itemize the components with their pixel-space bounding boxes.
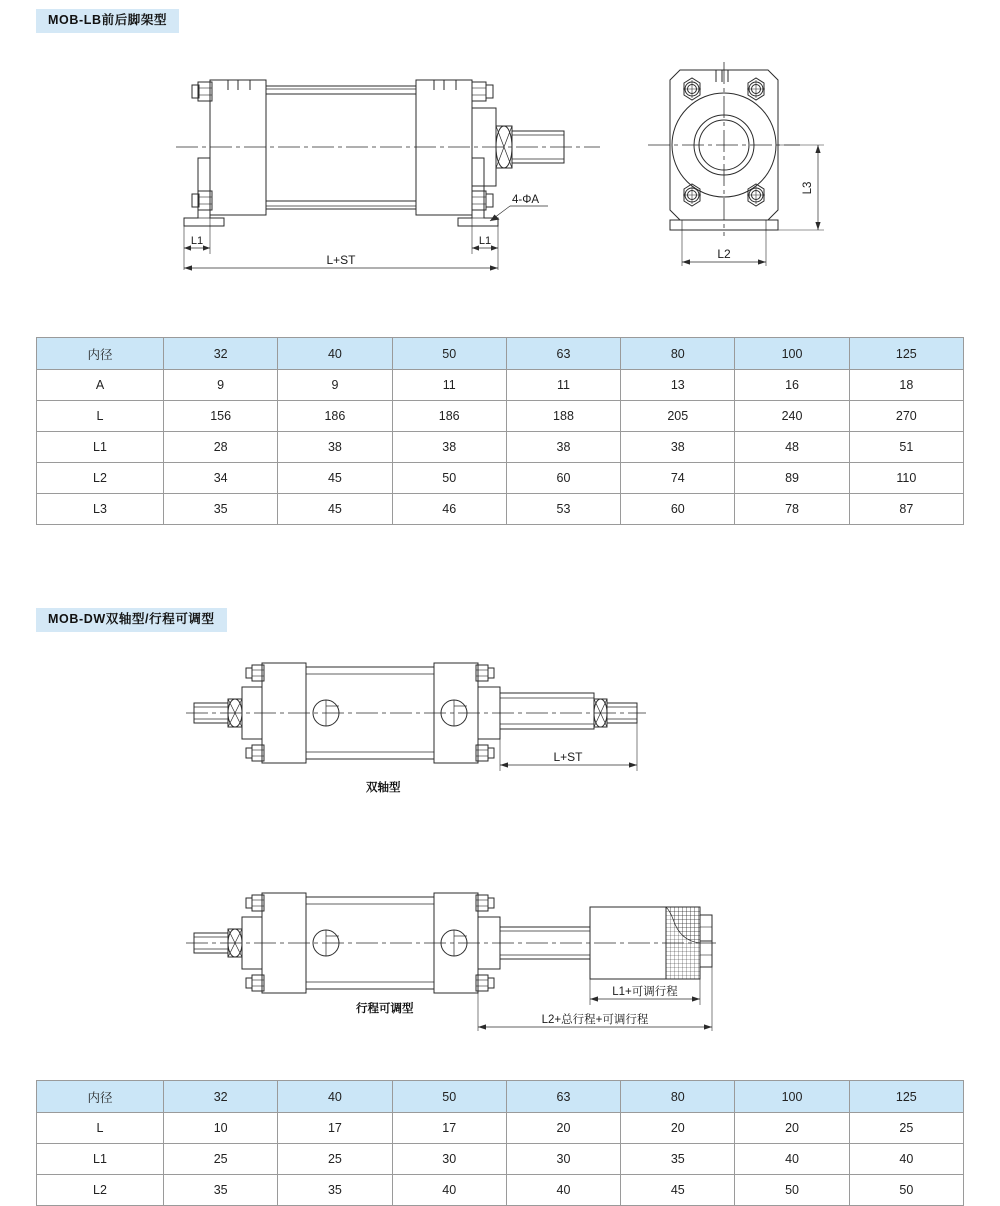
adjuster-nut-lower [700, 941, 712, 967]
table-row [37, 1113, 964, 1144]
header-cell: 40 [278, 1081, 392, 1113]
corner-bolt-bottom-right [747, 184, 765, 206]
data-cell: 46 [392, 494, 506, 525]
data-cell: 45 [278, 494, 392, 525]
data-cell: 38 [278, 432, 392, 463]
data-cell: 20 [735, 1113, 849, 1144]
section-title-mob-lb: MOB-LB前后脚架型 [36, 9, 179, 33]
header-cell: 32 [164, 1081, 278, 1113]
row-label: L [37, 401, 164, 432]
data-cell: 50 [735, 1175, 849, 1206]
header-cell: 125 [849, 1081, 963, 1113]
data-cell: 28 [164, 432, 278, 463]
data-cell: 11 [506, 370, 620, 401]
tie-rod-nut-top-left [192, 82, 212, 101]
spec-table-mob-lb [36, 337, 964, 525]
data-cell: 18 [849, 370, 963, 401]
header-cell: 内径 [37, 338, 164, 370]
data-cell: 45 [621, 1175, 735, 1206]
table-header-row [37, 338, 964, 370]
data-cell: 45 [278, 463, 392, 494]
tie-rod-nut-bottom-left [246, 745, 264, 761]
data-cell: 87 [849, 494, 963, 525]
data-cell: 30 [506, 1144, 620, 1175]
dimension-label-l-plus-st: L+ST [326, 253, 356, 267]
row-label: L2 [37, 1175, 164, 1206]
data-cell: 25 [849, 1113, 963, 1144]
tie-rod-nut-bottom-right [476, 975, 494, 991]
caption-stroke-adjustable-type: 行程可调型 [356, 1003, 414, 1015]
data-cell: 9 [278, 370, 392, 401]
dimension-label-l2: L2 [717, 247, 731, 261]
row-label: A [37, 370, 164, 401]
data-cell: 50 [849, 1175, 963, 1206]
dimension-label-l1-right: L1 [478, 235, 492, 247]
corner-bolt-bottom-left [683, 184, 701, 206]
tie-rod-nut-top-left [246, 665, 264, 681]
tie-rod-nut-bottom-left [192, 191, 212, 210]
data-cell: 35 [164, 494, 278, 525]
data-cell: 20 [506, 1113, 620, 1144]
foot-bracket-right [458, 158, 498, 226]
table-row [37, 1144, 964, 1175]
data-cell: 110 [849, 463, 963, 494]
data-cell: 50 [392, 463, 506, 494]
header-cell: 32 [164, 338, 278, 370]
corner-bolt-top-left [683, 78, 701, 100]
data-cell: 11 [392, 370, 506, 401]
table-row [37, 463, 964, 494]
header-cell: 80 [621, 1081, 735, 1113]
data-cell: 9 [164, 370, 278, 401]
data-cell: 270 [849, 401, 963, 432]
drawing-mob-dw-stroke-adjustable [186, 875, 716, 1035]
data-cell: 16 [735, 370, 849, 401]
dimension-label-l2-plus-total-plus-adjustable: L2+总行程+可调行程 [541, 1014, 649, 1026]
tie-rod-nut-top-left [246, 895, 264, 911]
header-cell: 50 [392, 1081, 506, 1113]
section-title-mob-dw: MOB-DW双轴型/行程可调型 [36, 608, 227, 632]
spec-table-mob-dw [36, 1080, 964, 1206]
data-cell: 34 [164, 463, 278, 494]
table-row [37, 401, 964, 432]
callout-leader-holes [490, 206, 548, 221]
data-cell: 186 [392, 401, 506, 432]
tie-rod-nut-top-right [472, 82, 493, 101]
row-label: L [37, 1113, 164, 1144]
table-row [37, 494, 964, 525]
dimension-label-l3: L3 [802, 181, 814, 195]
data-cell: 35 [164, 1175, 278, 1206]
row-label: L1 [37, 432, 164, 463]
data-cell: 48 [735, 432, 849, 463]
caption-double-shaft-type: 双轴型 [366, 782, 401, 794]
data-cell: 89 [735, 463, 849, 494]
header-cell: 63 [506, 1081, 620, 1113]
data-cell: 40 [392, 1175, 506, 1206]
data-cell: 25 [278, 1144, 392, 1175]
header-cell: 内径 [37, 1081, 164, 1113]
data-cell: 53 [506, 494, 620, 525]
callout-label-4-phi-a: 4-ΦA [512, 194, 540, 206]
tie-rod-nut-bottom-left [246, 975, 264, 991]
row-label: L1 [37, 1144, 164, 1175]
data-cell: 35 [278, 1175, 392, 1206]
data-cell: 10 [164, 1113, 278, 1144]
table-row [37, 370, 964, 401]
data-cell: 13 [621, 370, 735, 401]
adjuster-nut-upper [700, 915, 712, 941]
rod-right [500, 693, 594, 729]
data-cell: 40 [735, 1144, 849, 1175]
data-cell: 38 [621, 432, 735, 463]
data-cell: 40 [506, 1175, 620, 1206]
data-cell: 38 [506, 432, 620, 463]
dimension-label-l1-left: L1 [190, 235, 204, 247]
dimension-label-l1-plus-adjustable: L1+可调行程 [612, 986, 678, 998]
data-cell: 188 [506, 401, 620, 432]
tie-rod-nut-bottom-right [472, 191, 493, 210]
dimension-label-l-plus-st-double: L+ST [553, 750, 583, 764]
tie-rod-nut-top-right [476, 895, 494, 911]
data-cell: 51 [849, 432, 963, 463]
data-cell: 25 [164, 1144, 278, 1175]
data-cell: 35 [621, 1144, 735, 1175]
data-cell: 240 [735, 401, 849, 432]
data-cell: 205 [621, 401, 735, 432]
header-cell: 63 [506, 338, 620, 370]
header-cell: 50 [392, 338, 506, 370]
tie-rod-nut-top-right [476, 665, 494, 681]
data-cell: 60 [621, 494, 735, 525]
header-cell: 125 [849, 338, 963, 370]
drawing-mob-dw-double-shaft [186, 645, 646, 780]
data-cell: 17 [392, 1113, 506, 1144]
data-cell: 20 [621, 1113, 735, 1144]
table-header-row [37, 1081, 964, 1113]
foot-bracket-left [184, 158, 224, 226]
drawing-mob-lb-end-view [638, 58, 848, 293]
data-cell: 78 [735, 494, 849, 525]
table-row [37, 432, 964, 463]
data-cell: 60 [506, 463, 620, 494]
data-cell: 186 [278, 401, 392, 432]
dimension-l3 [778, 145, 824, 230]
data-cell: 40 [849, 1144, 963, 1175]
tie-rod-nut-bottom-right [476, 745, 494, 761]
data-cell: 17 [278, 1113, 392, 1144]
table-row [37, 1175, 964, 1206]
header-cell: 40 [278, 338, 392, 370]
drawing-mob-lb-side-view [180, 58, 600, 293]
corner-bolt-top-right [747, 78, 765, 100]
data-cell: 156 [164, 401, 278, 432]
header-cell: 80 [621, 338, 735, 370]
row-label: L3 [37, 494, 164, 525]
row-label: L2 [37, 463, 164, 494]
header-cell: 100 [735, 338, 849, 370]
data-cell: 30 [392, 1144, 506, 1175]
data-cell: 74 [621, 463, 735, 494]
data-cell: 38 [392, 432, 506, 463]
header-cell: 100 [735, 1081, 849, 1113]
